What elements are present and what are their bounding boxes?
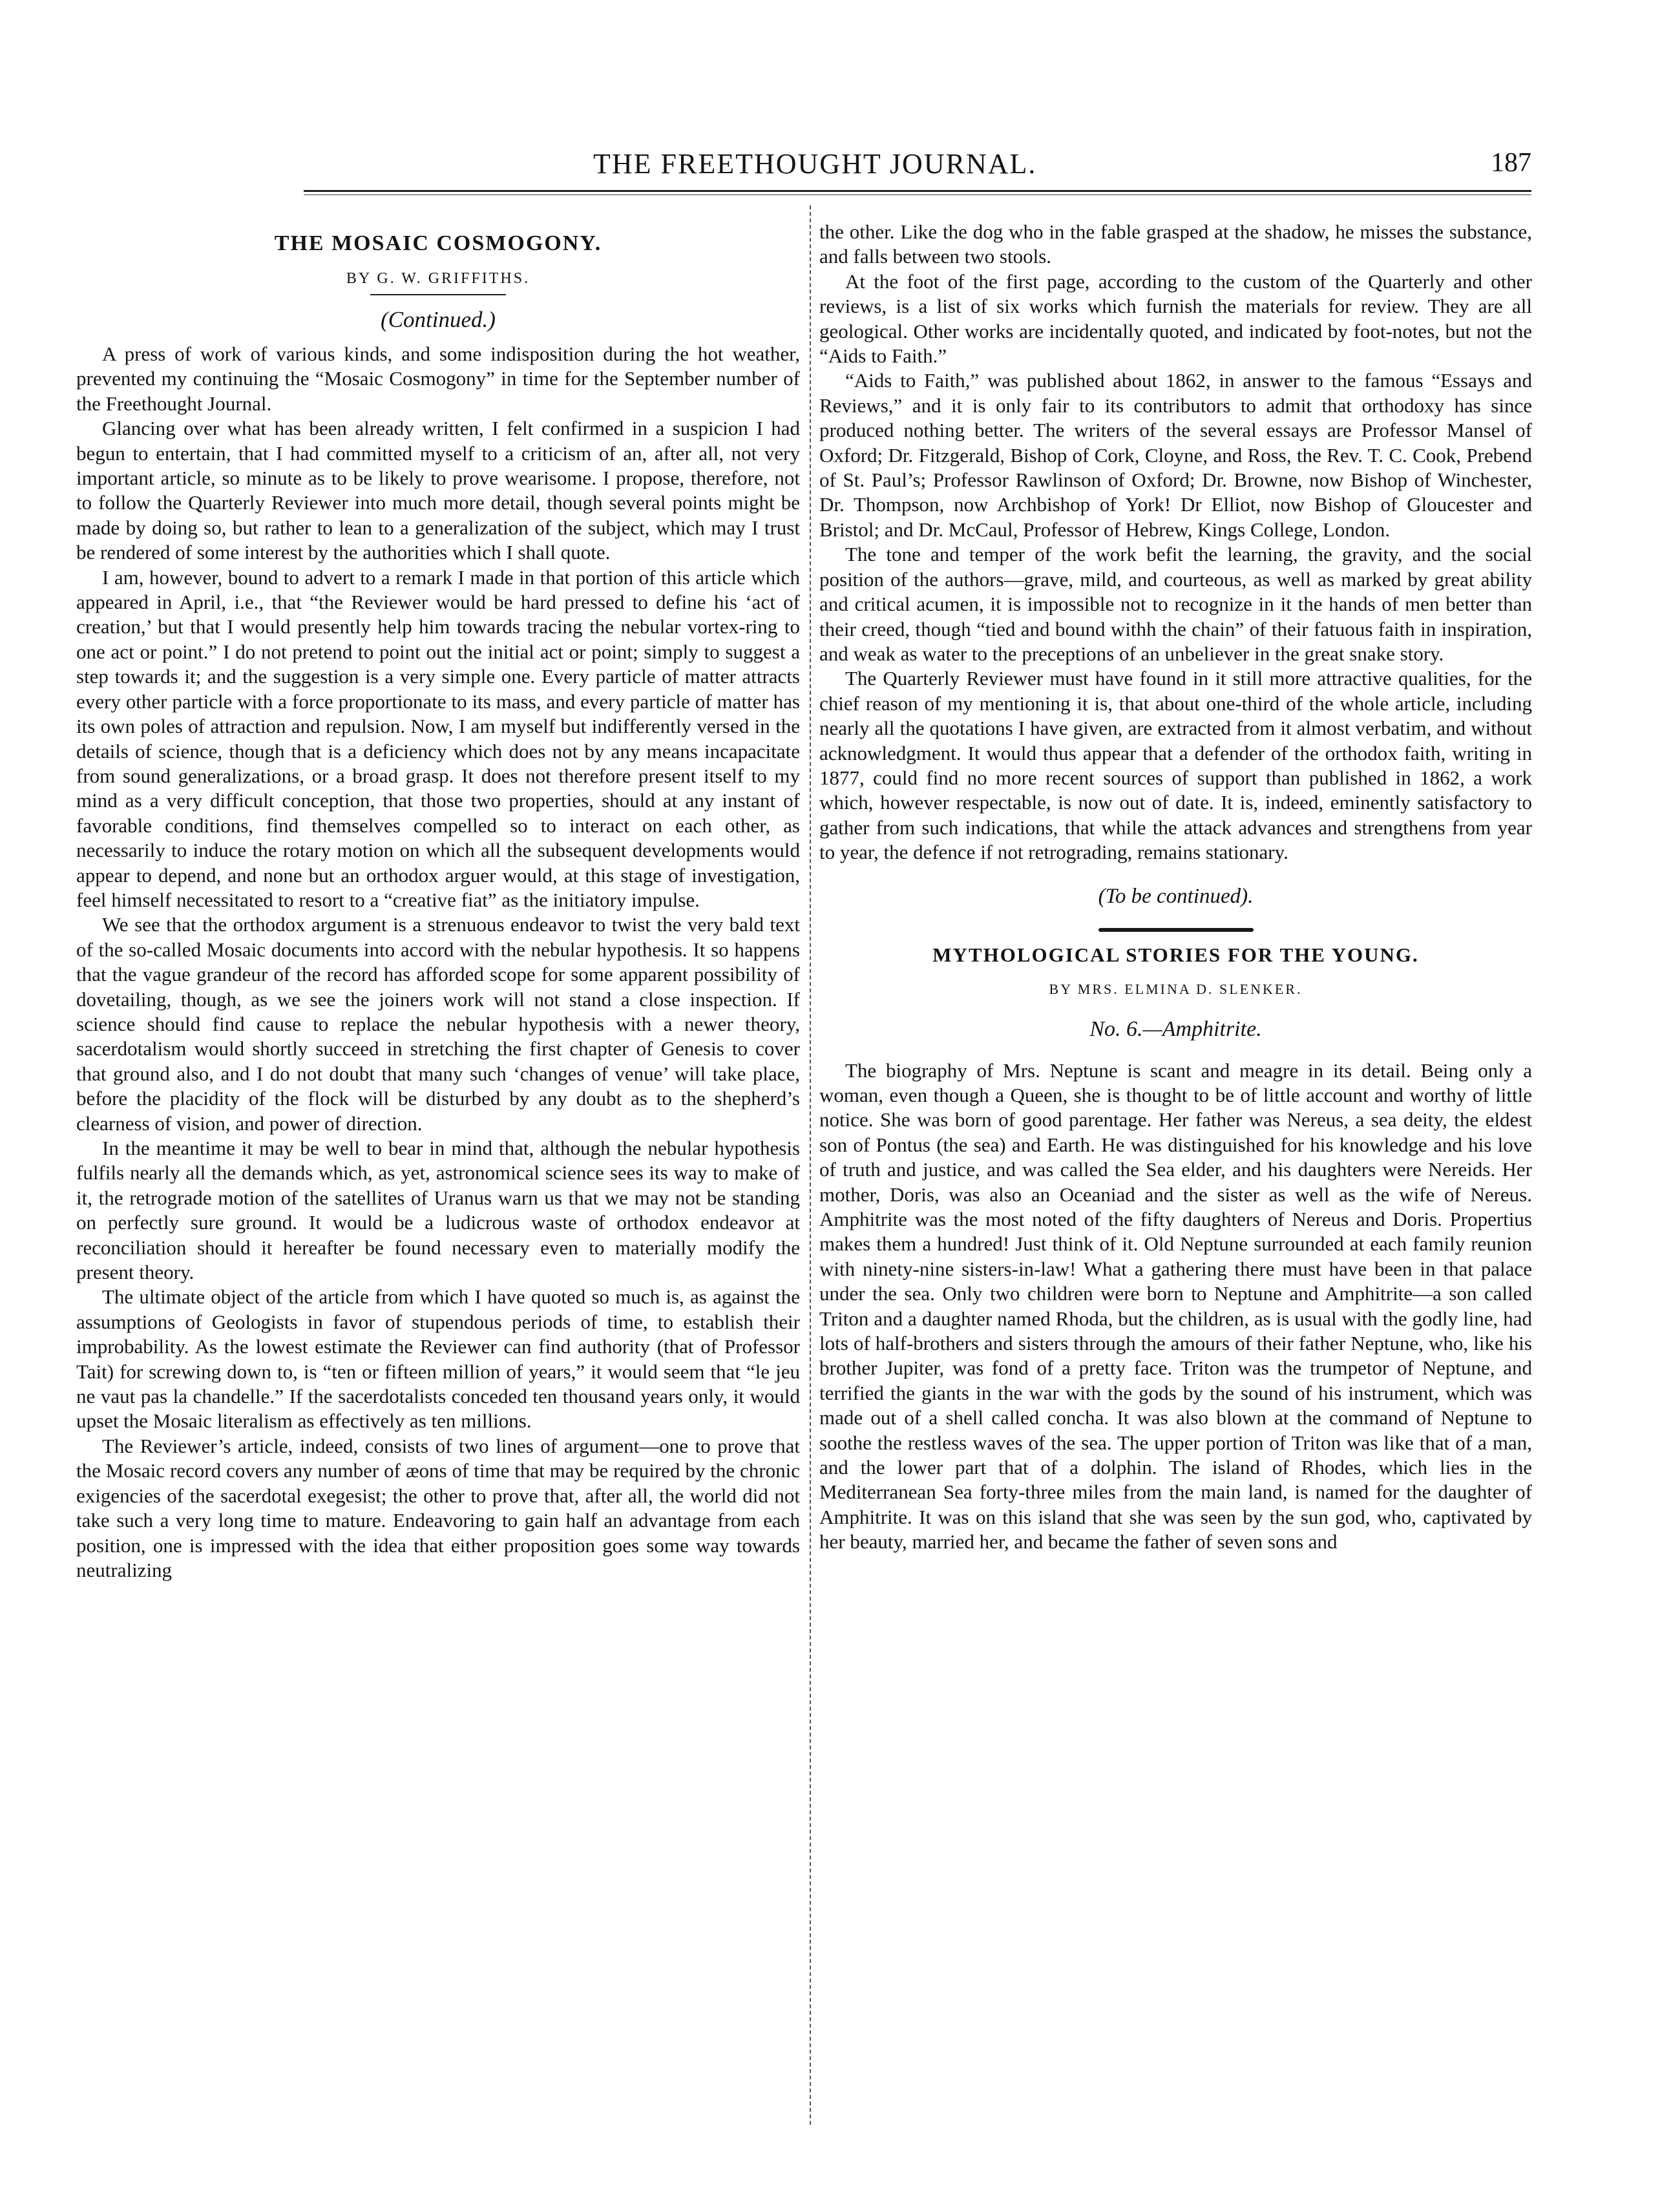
byline-rule [370, 294, 506, 295]
article-title: THE MOSAIC COSMOGONY. [274, 231, 602, 255]
header-rule [304, 190, 1531, 192]
story-title: MYTHOLOGICAL STORIES FOR THE YOUNG. [932, 943, 1419, 966]
article-paragraph: A press of work of various kinds, and some indisposition during the hot weather, prevented my continuing the “Mosaic Cosmogony” in time for the September number of the Freethought Journal. [76, 342, 800, 415]
article-paragraph: The tone and temper of the work befit the learning, the gravity, and the social position of the authors—grave, mild, and courteous, as well as marked by great ability and critical acumen, it is impossible not to recognize in it the hands of men better than their creed, though “tied and bound withh the chain” of their fatuous faith in inspiration, and weak as water to the preceptions of an unbeliever in the great snake story. [819, 543, 1532, 665]
section-separator [1098, 928, 1254, 932]
article-paragraph: The ultimate object of the article from which I have quoted so much is, as against the assumptions of Geologists in favor of stupendous periods of time, to establish their improbability. As the lowest estimate the Reviewer can find authority (that of Professor Tait) for screwing down to, is “ten or fifteen million of years,” it would seem that “le jeu ne vaut pas la chandelle.” If the sacerdotalists conceded ten thousand years only, it would upset the Mosaic literalism as effectively as ten millions. [76, 1285, 800, 1433]
article-paragraph: Glancing over what has been already written, I felt confirmed in a suspicion I had begun to entertain, that I had committed myself to a criticism of an, after all, not very important article, so minute as to be likely to prove wearisome. I propose, therefore, not to follow the Quarterly Reviewer into much more detail, though several points might be made by doing so, but rather to lean to a generalization of the subject, which may I trust be rendered of some interest by the authorities which I shall quote. [76, 417, 800, 564]
article-paragraph: the other. Like the dog who in the fable grasped at the shadow, he misses the substance, and falls between two stools. [819, 220, 1532, 268]
story-subtitle: No. 6.—Amphitrite. [1089, 1016, 1262, 1041]
to-be-continued-note: (To be continued). [1098, 884, 1254, 908]
story-paragraph: The biography of Mrs. Neptune is scant and meagre in its detail. Being only a woman, even though a Queen, she is thought to be of little account and worthy of little notice. She was born of good parentage. Her father was Nereus, a sea deity, the eldest son of Pontus (the sea) and Earth. He was distinguished for his knowledge and his love of truth and justice, and was called the Sea elder, and his daughters were Nereids. Her mother, Doris, was also an Oceaniad and the sister as well as the wife of Nereus. Amphitrite was the most noted of the fifty daughters of Nereus and Doris. Propertius makes them a hundred! Just think of it. Old Neptune surrounded at each family reunion with ninety-nine sisters-in-law! What a gathering there must have been in that palace under the sea. Only two children were born to Neptune and Amphitrite—a son called Triton and a daughter named Rhoda, but the children, as is usual with the godly line, had lots of half-brothers and sisters through the amours of their father Neptune, who, like his brother Jupiter, was fond of a pretty face. Triton was the trumpetor of Neptune, and terrified the giants in the war with the gods by the sound of his instrument, which was made out of a shell called concha. It was also blown at the command of Neptune to soothe the restless waves of the sea. The upper portion of Triton was like that of a man, and the lower part that of a dolphin. The island of Rhodes, which lies in the Mediterranean Sea forty-three miles from the main land, is named for the daughter of Amphitrite. It was on this island that she was seen by the sun god, who, captivated by her beauty, married her, and became the father of seven sons and [819, 1059, 1532, 1554]
article-paragraph: “Aids to Faith,” was published about 1862, in answer to the famous “Essays and Reviews,” and it is only fair to its contributors to admit that orthodoxy has since produced nothing better. The writers of the several essays are Professor Mansel of Oxford; Dr. Fitzgerald, Bishop of Cork, Cloyne, and Ross, the Rev. T. C. Cook, Prebend of St. Paul’s; Professor Rawlinson of Oxford; Dr. Browne, now Bishop of Winchester, Dr. Thompson, now Archbishop of York! Dr Elliot, now Bishop of Gloucester and Bristol; and Dr. McCaul, Professor of Hebrew, Kings College, London. [819, 369, 1532, 541]
article-paragraph: The Quarterly Reviewer must have found in it still more attractive qualities, for the chief reason of my mentioning it is, that about one-third of the whole article, including nearly all the quotations I have given, are extracted from it almost verbatim, and without acknowledgment. It would thus appear that a defender of the orthodox faith, writing in 1877, could find no more recent sources of support than published in 1862, a work which, however respectable, is now out of date. It is, indeed, eminently satisfactory to gather from such indications, that while the attack advances and strengthens from year to year, the defence if not retrograding, remains stationary. [819, 667, 1532, 864]
article-paragraph: The Reviewer’s article, indeed, consists of two lines of argument—one to prove that the Mosaic record covers any number of æons of time that may be required by the chronic exigencies of the sacerdotal exegesist; the other to prove that, after all, the world did not take such a very long time to mature. Endeavoring to gain half an advantage from each position, one is impressed with the idea that either proposition goes some way towards neutralizing [76, 1434, 800, 1581]
left-column [76, 220, 800, 2171]
right-column [819, 220, 1532, 2171]
continued-note: (Continued.) [381, 307, 496, 332]
article-paragraph: We see that the orthodox argument is a strenuous endeavor to twist the very bald text of the so-called Mosaic documents into accord with the nebular hypothesis. It so happens that the vague grandeur of the record has afforded scope for some apparent possibility of dovetailing, though, as we see the joiners work will not stand a close inspection. If science should find cause to replace the nebular hypothesis with a newer theory, sacerdotalism would shortly succeed in stretching the first chapter of Genesis to cover that ground also, and I do not doubt that many such ‘changes of venue’ will take place, before the placidity of the flock will be disturbed by any doubt as to the shepherd’s clearness of vision, and power of direction. [76, 913, 800, 1135]
column-divider [810, 205, 811, 2125]
running-head [304, 143, 1531, 189]
article-paragraph: I am, however, bound to advert to a remark I made in that portion of this article which appeared in April, i.e., that “the Reviewer would be hard pressed to define his ‘act of creation,’ but that I would presently help him towards tracing the nebular vortex-ring to one act or point.” I do not pretend to point out the initial act or point; simply to suggest a step towards it; and the suggestion is a very simple one. Every particle of matter attracts every other particle with a force proportionate to its mass, and every particle of matter has its own poles of attraction and repulsion. Now, I am myself but indifferently versed in the details of science, though that is a deficiency which does not by any means incapacitate from sound generalizations, or a broad grasp. It does not therefore present itself to my mind as a very difficult conception, that those two properties, should at any instant of favorable conditions, find themselves compelled so to interact on each other, as necessarily to induce the rotary motion on which all the subsequent developments would appear to depend, and none but an orthodox arguer would, at this stage of investigation, feel himself necessitated to resort to a “creative fiat” as the initiatory impulse. [76, 565, 800, 911]
story-byline: BY MRS. ELMINA D. SLENKER. [1049, 980, 1303, 997]
article-paragraph: In the meantime it may be well to bear in mind that, although the nebular hypothesis fulfils nearly all the demands which, as yet, astronomical science sees its way to make of it, the retrograde motion of the satellites of Uranus warn us that we may not be standing on perfectly sure ground. It would be a ludicrous waste of orthodox endeavor at reconciliation should it hereafter be found necessary even to materially modify the present theory. [76, 1137, 800, 1284]
journal-title: THE FREETHOUGHT JOURNAL. [593, 148, 1037, 180]
article-byline: BY G. W. GRIFFITHS. [346, 270, 531, 287]
article-paragraph: At the foot of the first page, according to the custom of the Quarterly and other reviews, is a list of six works which furnish the materials for review. They are all geological. Other works are incidentally quoted, and indicated by foot-notes, but not the “Aids to Faith.” [819, 269, 1532, 368]
page-number: 187 [1491, 148, 1531, 178]
